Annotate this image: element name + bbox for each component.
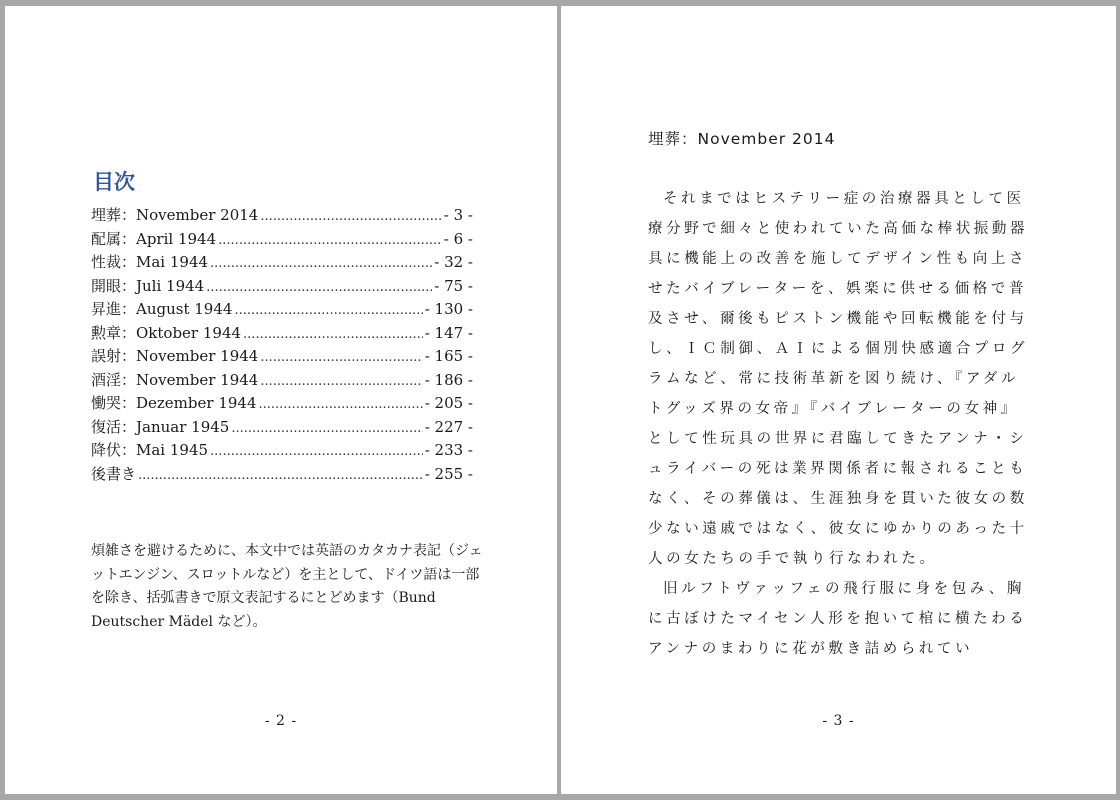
translation-note: 煩雑さを避けるために、本文中では英語のカタカナ表記（ジェットエンジン、スロットルなど）を主として、ドイツ語は一部を除き、括弧書きで原文表記するにとどめます（Bund Deutscher Mädel など）。 <box>91 543 483 630</box>
toc-entry-title: 復活：Januar 1945 <box>91 417 230 436</box>
toc-entry-page: - 165 - <box>424 347 473 365</box>
toc-heading: 目次 <box>93 170 135 194</box>
toc-leader-dots <box>260 374 422 389</box>
toc-entry[interactable] <box>91 204 473 228</box>
paragraph: それまではヒステリー症の治療器具として医療分野で細々と使われていた高価な棒状振動器具に機能上の改善を施してデザイン性も向上させたバイブレーターを、娯楽に供せる価格で普及させ、爾後もピストン機能や回転機能を付与し、ＩＣ制御、ＡＩによる個別快感適合プログラムなど、常に技術革新を図り続け、『アダルトグッズ界の女帝』『バイブレーターの女神』として性玩具の世界に君臨してきたアンナ・シュライバーの死は業界関係者に報されることもなく、その葬儀は、生涯独身を貫いた彼女の数少ない遠戚ではなく、彼女にゆかりのあった十人の女たちの手で執り行なわれた。 <box>648 191 1029 567</box>
toc-entry[interactable] <box>91 251 473 275</box>
toc-leader-dots <box>231 421 422 436</box>
paragraph: 旧ルフトヴァッフェの飛行服に身を包み、胸に古ぼけたマイセン人形を抱いて棺に横たわるアンナのまわりに花が敷き詰められてい <box>648 581 1028 657</box>
toc-entry[interactable] <box>91 345 473 369</box>
toc-entry-page: - 32 - <box>434 253 473 271</box>
toc-entry-page: - 6 - <box>443 229 473 248</box>
body-text <box>648 184 1033 664</box>
toc-leader-dots <box>206 280 432 295</box>
toc-entry-page: - 233 - <box>424 441 473 459</box>
toc-entry-title: 降伏：Mai 1945 <box>91 441 209 459</box>
left-page <box>5 6 557 794</box>
toc-entry-page: - 3 - <box>443 206 473 224</box>
toc-entry[interactable] <box>91 439 473 463</box>
toc-entry-page: - 147 - <box>424 323 473 342</box>
table-of-contents <box>91 204 473 486</box>
toc-leader-dots <box>210 256 432 271</box>
toc-entry-title: 慟哭：Dezember 1944 <box>91 394 257 412</box>
toc-entry-title: 開眼：Juli 1944 <box>91 276 205 295</box>
toc-entry-title: 配属：April 1944 <box>91 229 217 248</box>
toc-leader-dots <box>234 303 422 318</box>
toc-entry-page: - 205 - <box>424 394 473 412</box>
toc-entry[interactable] <box>91 322 473 346</box>
toc-entry-page: - 186 - <box>424 370 473 389</box>
toc-leader-dots <box>260 209 441 224</box>
toc-entry[interactable] <box>91 463 473 487</box>
toc-entry[interactable] <box>91 228 473 252</box>
chapter-title: 埋葬：November 2014 <box>648 130 836 148</box>
toc-leader-dots <box>218 233 442 248</box>
toc-entry[interactable] <box>91 416 473 440</box>
toc-leader-dots <box>260 350 422 365</box>
toc-entry-title: 誤射：November 1944 <box>91 347 259 365</box>
toc-entry-title: 後書き <box>91 464 137 483</box>
toc-entry[interactable] <box>91 392 473 416</box>
toc-entry-title: 性裁：Mai 1944 <box>91 253 209 271</box>
toc-entry-title: 昇進：August 1944 <box>91 300 233 318</box>
toc-leader-dots <box>259 397 423 412</box>
toc-entry[interactable] <box>91 275 473 299</box>
toc-entry-page: - 130 - <box>424 300 473 318</box>
toc-entry-page: - 227 - <box>424 417 473 436</box>
toc-entry[interactable] <box>91 369 473 393</box>
toc-entry-page: - 255 - <box>424 464 473 483</box>
page-number-left: - 2 - <box>264 713 298 729</box>
toc-leader-dots <box>243 327 423 342</box>
page-number-right: - 3 - <box>822 713 855 729</box>
toc-entry-title: 埋葬：November 2014 <box>91 206 259 224</box>
toc-entry-page: - 75 - <box>434 276 473 295</box>
toc-entry[interactable] <box>91 298 473 322</box>
toc-entry-title: 酒淫：November 1944 <box>91 370 259 389</box>
toc-entry-title: 勲章：Oktober 1944 <box>91 323 242 342</box>
toc-leader-dots <box>210 444 423 459</box>
toc-leader-dots <box>138 468 423 483</box>
right-page <box>561 6 1116 794</box>
